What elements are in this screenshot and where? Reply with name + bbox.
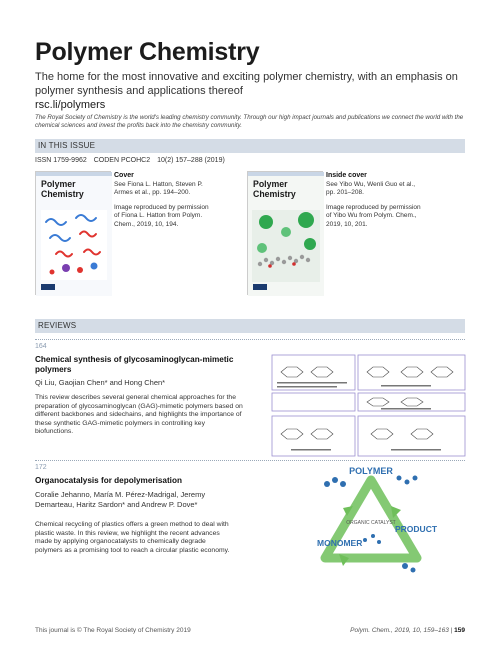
cover-credit: Image reproduced by permission of Fiona L. Hatton from Polym. Chem., 2019, 10, 194. [114,203,209,228]
inside-cover-label: Inside cover [326,172,367,179]
footer-copyright: This journal is © The Royal Society of Chemistry 2019 [35,627,191,634]
inside-cover-caption [326,172,424,229]
inside-cover-credit: Image reproduced by permission of Yibo Wu from Polym. Chem., 2019, 10, 201. [326,203,421,228]
review-authors: Coralie Jehanno, María M. Pérez-Madrigal, Jeremy Demarteau, Haritz Sardon* and Andrew P. Dove* [35,490,206,509]
cycle-catalyst-label: ORGANIC CATALYST [346,520,396,526]
footer-separator: | [448,627,455,634]
cycle-product-label: PRODUCT [395,524,438,534]
cover-caption [114,172,212,229]
footer-page-number: 159 [454,627,465,634]
inside-cover-image[interactable] [247,171,323,295]
issn: ISSN 1759-9962 [35,157,87,164]
review-title[interactable]: Chemical synthesis of glycosaminoglycan-mimetic polymers [35,355,234,374]
review-page-number: 164 [35,343,47,350]
recycling-cycle-graphic [313,466,438,576]
cover-see: See Fiona L. Hatton, Steven P. Armes et al., pp. 194–200. [114,180,203,196]
footer-citation [350,627,465,634]
in-this-issue-heading: IN THIS ISSUE [35,139,465,153]
cycle-polymer-label: POLYMER [349,466,393,476]
volume-info: 10(2) 157–288 (2019) [157,157,225,164]
review-divider [35,460,465,461]
inside-cover-brand: Polymer Chemistry [253,179,296,199]
inside-cover-see: See Yibo Wu, Wenli Guo et al., pp. 201–208. [326,180,416,196]
issn-line [35,157,230,164]
cycle-monomer-label: MONOMER [317,538,363,548]
rsc-note: The Royal Society of Chemistry is the world's leading chemistry community. Through our high impact journals and publications we connect the world with the chemical sciences and invest the profits back into the chemistry community. [35,114,464,129]
cover-label: Cover [114,172,134,179]
review-divider [35,339,465,340]
footer-citation-text: Polym. Chem., 2019, 10, 159–163 [350,627,449,634]
coden: CODEN PCOHC2 [93,157,151,164]
reviews-heading: REVIEWS [35,319,465,333]
journal-title: Polymer Chemistry [35,38,260,66]
review-title[interactable]: Organocatalysis for depolymerisation [35,476,182,485]
review-page-number: 172 [35,464,47,471]
review-abstract: Chemical recycling of plastics offers a green method to deal with plastic waste. In this review, we highlight the recent advances made by applying organocatalysts to chemically degrade polymers as a promising tool to reach a circular plastic economy. [35,521,230,554]
journal-tagline: The home for the most innovative and exciting polymer chemistry, with an emphasis on polymer synthesis and applications thereof [35,71,458,97]
journal-url[interactable]: rsc.li/polymers [35,99,106,111]
review-abstract: This review describes several general chemical approaches for the preparation of glycosaminoglycan (GAG)-mimetic polymers based on different backbones and sidechains, and highlights the importance of these synthetic GAG-mimetic polymers in controlling key biofunctions. [35,394,243,435]
cover-image[interactable] [35,171,111,295]
cover-brand: Polymer Chemistry [41,179,84,199]
gag-structures-graphic [271,354,466,458]
review-authors: Qi Liu, Gaojian Chen* and Hong Chen* [35,378,166,387]
